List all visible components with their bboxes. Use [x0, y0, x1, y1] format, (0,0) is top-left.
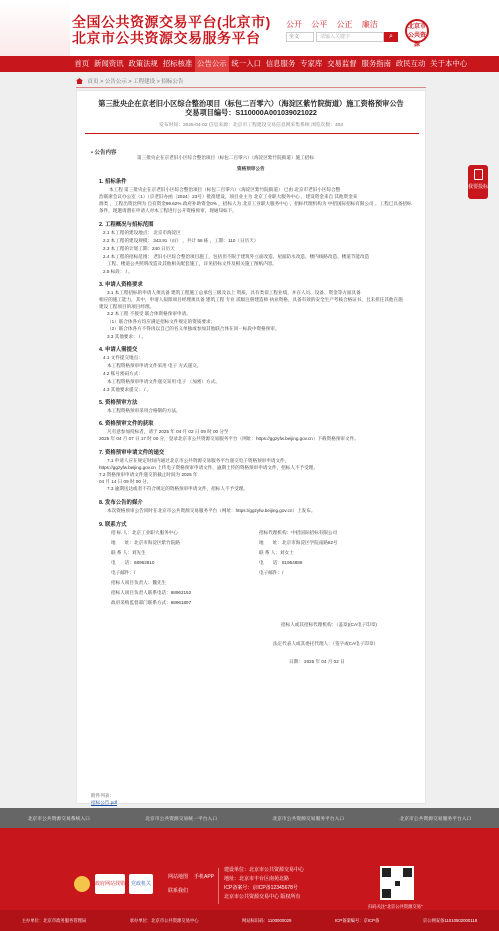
article-line: 条件，现邀请潜在申请人对本工程进行公开资格预审，现通知如下。 [99, 208, 237, 213]
article-line: 相应的施工能力，其中，申请人拟派项目经理须具备 建筑工程 专业 贰级注册建造师 执业资格，具备有效的安全生产考核合格证书，且未担任其他在施 [99, 297, 403, 302]
footer-info: 北京市公共资源交易中心 版权所有 [224, 894, 301, 900]
breadcrumb-current: 招标公告 [161, 79, 184, 85]
article-subheading: 7. 资格预审申请文件的递交 [99, 450, 165, 456]
article-line: 3.3 其他要求： / 。 [107, 334, 147, 339]
breadcrumb-link[interactable]: 首页 [87, 79, 99, 85]
principle-link[interactable]: 公平 [311, 20, 328, 29]
bottom-info: 承办单位：北京市公共资源交易中心 [129, 917, 199, 923]
article-line: 本工程资格预审申请文件采用 电子 方式递交。 [107, 363, 202, 368]
portal-link[interactable]: 北京市公共资源交易系统入口 [27, 816, 90, 822]
portal-link-bar [0, 808, 499, 828]
main-nav [0, 56, 499, 72]
article-subheading: 8. 发布公告的媒介 [99, 500, 143, 506]
article-subheading: 3. 申请人资格要求 [99, 282, 143, 288]
article-line: 4.1 文件提交地点： [103, 355, 143, 360]
bottom-info: ICP备案编号：京ICP备 [334, 917, 380, 923]
nav-item-active[interactable]: 公告公示 [195, 56, 229, 72]
footer-link[interactable]: 网站地图 [168, 874, 189, 880]
bid-side-label: 我要投标 [468, 184, 489, 190]
article-line: 电子邮件：/ [259, 570, 284, 575]
bottom-info: 主办单位：北京市政务服务管理局 [21, 917, 87, 923]
principle-link[interactable]: 廉洁 [361, 20, 378, 29]
article-subheading: 5. 资格预审方法 [99, 400, 138, 406]
article-line: 7.3 逾期送达或者不符合规定的资格预审申请文件，招标人不予受理。 [107, 486, 248, 491]
breadcrumb-link[interactable]: 公告公示 [104, 79, 127, 85]
attachment-label: 附件列表： [91, 793, 114, 798]
nav-item[interactable]: 新闻资讯 [93, 59, 124, 68]
article-line: 建设工程项目的项目经理。 [99, 304, 155, 309]
bottom-info-bar [0, 910, 499, 931]
article-line: 联 系 人：刘先生 [111, 550, 146, 555]
site-title-line1: 全国公共资源交易平台(北京市) [72, 14, 271, 30]
nav-item[interactable]: 招标核准 [162, 59, 193, 68]
article-line: 凡有意参加投标者，请于 2025 年 04 月 02 日 09 时 00 分至 [107, 429, 229, 434]
site-footer [0, 828, 499, 910]
skyline-banner [0, 0, 70, 56]
article-line: 2.2 本工程的建设规模： 343.91（㎡） ，共计 56 栋 ，工期：110（日历天） [103, 238, 259, 243]
article-line: 3.1 本工程招标的申请人须具备 建筑工程施工总承包三级及以上 资质，具有类似工程业绩，并在人员、设备、资金等方面具备 [107, 290, 361, 295]
article-line: 招标代理机构：中招国际招标有限公司 [259, 530, 338, 535]
portal-link[interactable]: 北京市公共资源交易统一平台入口 [145, 816, 218, 822]
article-line: （1）联合体各方均应满足招标文件规定的资质要求； [107, 319, 216, 324]
nav-item[interactable]: 信息服务 [265, 59, 296, 68]
article-subheading: 4. 申请人需提交 [99, 347, 138, 353]
article-line: 2.4 本工程的招标范围： 老旧小区综合整治项目施工，包括但不限于建筑外立面改造、屋面防水改造、楼内线路改造、楼道节能改造 [103, 254, 370, 259]
search-input[interactable]: 请输入关键字 [316, 32, 384, 42]
article-line: 政府采购监督部门联系方式：68961897 [111, 600, 192, 605]
section-heading: • 公告内容 [91, 150, 117, 156]
article-subheading: 6. 资格预审文件的获取 [99, 421, 154, 427]
breadcrumb-separator: > [128, 79, 132, 85]
government-badge[interactable]: 党政机关 [129, 874, 153, 894]
article-line: 源类 ，工程出资比例为 自有资金99.62% 政府补助资金0% ，招标人为 北京工业职大服务中心 ，招标代理机构为 中招国际招标有限公司 。工程已具备招标 [99, 201, 412, 206]
breadcrumb-link[interactable]: 工程建设 [133, 79, 156, 85]
attachment-link[interactable]: 招标公告.pdf [91, 800, 118, 805]
doc-subtitle: 资格预审公告 [237, 166, 265, 171]
error-report-badge[interactable]: 政府网站找错 [95, 874, 125, 894]
search-scope-select[interactable]: 全文 [286, 32, 314, 42]
breadcrumb-separator: > [100, 79, 104, 85]
nav-item[interactable]: 专家库 [300, 59, 323, 68]
bottom-info: 京公网安备11010502000118 [422, 917, 478, 923]
nav-item[interactable]: 关于本中心 [430, 59, 468, 68]
nav-item[interactable]: 服务指南 [361, 59, 392, 68]
article-line: 法定代表人或其委托代理人：（签字或CA电子印章） [273, 641, 379, 646]
article-line: 4.3 其他要求提交： / 。 [103, 387, 152, 392]
article-line: 04 月 14 日 09 时 00 分。 [99, 479, 152, 484]
nav-item[interactable]: 首页 [74, 59, 90, 68]
home-icon [76, 78, 83, 84]
footer-link[interactable]: 手机APP [194, 874, 215, 880]
article-line: 日期： 2025 年 04 月 02 日 [289, 659, 345, 664]
qr-code-icon [380, 866, 414, 900]
article-line: 7.1 申请人应在规定时间内通过北京市公共资源交易服务平台递交电子资格预审申请文件， [107, 458, 290, 463]
article-panel [76, 90, 426, 804]
article-subheading: 2. 工程概况与招标范围 [99, 222, 154, 228]
article-line: 电 话：81954886 [259, 560, 303, 565]
national-emblem-icon [74, 876, 90, 892]
nav-item[interactable]: 政策法规 [128, 59, 158, 68]
article-line: 电 话：68962810 [111, 560, 155, 565]
bottom-info: 网站标识码：1100000029 [242, 917, 292, 923]
article-subheading: 9. 联系方式 [99, 522, 127, 528]
breadcrumb-divider [76, 87, 426, 88]
search-button[interactable]: ⌕ [384, 32, 398, 42]
footer-link[interactable]: 联系我们 [168, 888, 189, 894]
article-line: 地 址：北京市海淀区学院南路62号 [259, 540, 338, 545]
breadcrumb [76, 77, 183, 85]
article-line: 地 址：北京市海淀区紫竹院路 [111, 540, 180, 545]
article-meta: 发布时间：2025-04-02 信息来源：北京市工程建设交易信息网采集系统 浏览次数：403 [159, 123, 343, 128]
article-line: 联 系 人：刘女士 [259, 550, 294, 555]
article-line: 招标人项目负责人：魏先生 [111, 580, 167, 585]
article-line: 2.3 本工程的计划工期：240 日历天 [103, 246, 175, 251]
article-line: （2）联合体各方不得再以自己的名义单独或参加其他联合体在同一标段中资格预审。 [107, 326, 280, 331]
document-icon [474, 169, 483, 180]
qr-caption: 扫码关注“北京公共资源交易” [368, 904, 423, 909]
article-line: 招标人或其招标代理机构：（盖章)(CA电子印章) [281, 622, 377, 627]
article-line: 2025 年 04 月 07 日 17 时 00 分，登录北京市公共资源交易服务平台（网址：https://ggzyfw.beijing.gov.cn）下载资格预审文件。 [99, 436, 359, 441]
article-line: 本工程资格预审采用合格制的方法。 [107, 408, 181, 413]
nav-item[interactable]: 交易监督 [327, 59, 357, 68]
footer-info: 建设单位：北京市公共资源交易中心 [224, 867, 305, 873]
site-header [0, 0, 499, 56]
article-line: 本工程资格预审申请文件递交采用 电子 （加密）方式。 [107, 379, 220, 384]
article-code: 交易项目编号：S110000A001039021022 [185, 108, 317, 117]
bid-side-button[interactable] [468, 165, 488, 199]
principle-link[interactable]: 公正 [336, 20, 353, 29]
portal-link[interactable]: 北京市公共资源交易服务平台入口 [272, 816, 345, 822]
article-line: 工程、楼道公共照明改造及其他相关配套施工，详见招标文件及相关施工图纸内容。 [107, 261, 277, 266]
article-title: 第三批央企在京老旧小区综合整治项目（标包二百零六）（海淀区紫竹院街道）施工资格预审公告 [98, 99, 404, 108]
article-line: 2.1 本工程的建设地点： 北京市海淀区 [103, 230, 181, 235]
article-line: 治联席会议办公室（1）（京老旧办函〔2024〕23号）批准建设，项目业主为 北京工业职大服务中心 ，建设资金来自 其他资金来 [99, 194, 358, 199]
article-line: 本次资格预审公告同时在北京市公共资源交易服务平台（网址：https://ggzyfw.beijing.gov.cn）上发布。 [107, 508, 316, 513]
article-line: 7.2 资格预审申请文件递交的截止时间为 2025 年 [99, 472, 198, 477]
site-title-line2: 北京市公共资源交易服务平台 [72, 30, 261, 46]
article-line: 2.5 标段： / 。 [103, 269, 133, 274]
article-subheading: 1. 招标条件 [99, 179, 127, 185]
nav-item[interactable]: 政民互动 [395, 59, 426, 68]
footer-info: ICP备案号：京ICP备12345678号 [224, 885, 298, 891]
footer-info: 地址：北京市丰台区南苑北路 [224, 876, 290, 882]
article-line: 招标人项目负责人联系电话：68962152 [111, 590, 192, 595]
nav-item[interactable]: 统一入口 [231, 59, 261, 68]
article-line: 本工程 第三批央企在京老旧小区综合整治项目（标包二百零六）（海淀区紫竹院街道） 已由 北京市老旧小区综合整 [109, 187, 341, 192]
footer-divider [218, 868, 219, 904]
article-line: 3.2 本工程 不接受 联合体资格预审申请。 [107, 311, 191, 316]
article-line: 招 标 人：北京工业职大服务中心 [111, 530, 178, 535]
article-line: 4.2 账号密码方式： [103, 371, 143, 376]
portal-link[interactable]: 北京市公共资源交易服务平台入口 [399, 816, 472, 822]
breadcrumb-separator: > [156, 79, 160, 85]
principle-links [286, 19, 385, 30]
title-divider [85, 133, 419, 134]
doc-title: 第三批央企在京老旧小区综合整治项目（标包二百零六）（海淀区紫竹院街道）施工招标 [137, 155, 314, 160]
article-line: 电子邮件：/ [111, 570, 136, 575]
article-line: https://ggzyfw.beijing.gov.cn 上传电子资格预审申请文件，逾期上传的资格预审申请文件，招标人不予受理。 [99, 465, 318, 470]
principle-link[interactable]: 公开 [286, 20, 302, 29]
site-logo: 北京市 公共资源 [405, 19, 429, 43]
